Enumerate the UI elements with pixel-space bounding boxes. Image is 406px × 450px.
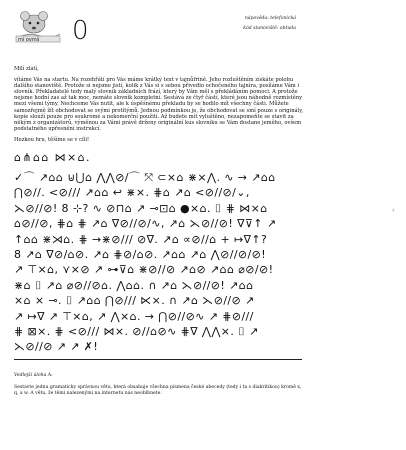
cipher-line: 8 ↗⌂ ∇⊘/⌂⊘. ↗⌂ ⋕⊘/⌂⊘. ↗⌂⌂ ↗⌂ ⋀⊘//⊘/⊘!	[14, 248, 267, 262]
cipher-line: ⋕ ⊠⨯. ⋕ <⊘/// ⋈⨯. ⊘//⌂⊘∿ ⋕∇ ⋀⋀⨯. ⌷ ↗	[14, 325, 259, 339]
greeting: Milí zlatí,	[14, 66, 39, 72]
cipher-line: ✓⌒ ↗⌂⌂ ⊍⋃⌂ ⋀⋀⊘/⌒ ⤧ ⊂⨯⌂ ⋇⨯⋀. ∿ → ↗⌂⌂	[14, 171, 276, 184]
hint-station-code: kód stanoviště: obtuda	[243, 26, 296, 31]
side-task-text: Sestavte jednu gramaticky správnou větu, která obsahuje všechna písmena české abecedy (tedy i ta s diakritikou) kromě x, q, a w. A větu, že těmi nalezenými na internetu nás neoblbnete.	[14, 385, 302, 397]
cipher-line: ⋋⊘//⊘ ↗ ↗ ✗!	[14, 340, 99, 354]
footer-divider	[14, 359, 302, 360]
side-task-title: Vedlejší úloha A:	[14, 373, 53, 378]
hint-block	[243, 14, 296, 34]
logo-number: 0	[72, 16, 89, 46]
cipher-line: ⨯⌂ ⨯ ⊸. ⌷ ↗⌂⌂ ⋂⊘/// ⋉⨯. ∩ ↗⌂ ⋋⊘//⊘ ↗	[14, 294, 255, 308]
closing-line: Hezkou hru, těšíme se v cíli!	[14, 136, 90, 143]
svg-text:mi ovmš: mi ovmš	[18, 37, 40, 43]
hint-phone: nápověda: telefonická	[244, 16, 296, 21]
cipher-line: ⋇⌂ ⌷ ↗⌂ ⌀⊘//⊘⌂. ⋀⌂⌂. ∩ ↗⌂ ⋋⊘//⊘! ↗⌂⌂	[14, 278, 254, 292]
cipher-line: ⋂⊘//. <⊘/// ↗⌂⌂ ↩ ⋇⨯. ⋕⌂ ↗⌂ <⊘//⊘/⌄,	[14, 186, 250, 200]
side-task	[14, 373, 304, 398]
cipher-line: ↑⌂⌂ ⋇⋊⌂. ⋕ →⋇⊘/// ⊘∇. ↗⌂ ∝⊘//⌂ + ↦∇↑?	[14, 232, 268, 246]
mouse-logo-icon	[14, 10, 66, 44]
margin-mark: ›	[392, 207, 395, 214]
instructions	[14, 66, 304, 148]
cipher-text	[14, 170, 306, 355]
cipher-line: ↗ ↦∇ ↗ ⊤⨯⌂, ↗ ⋀⨯⌂. → ⋂⊘//⊘∿ ↗ ⋕⊘///	[14, 309, 254, 323]
instructions-paragraph: vítáme Vás na startu. Na rozehřátí pro Vás máme krátký text v tajnůfrině. Jeho rozluštěním získáte polohu dalšího stanoviště. Protože si nejsme jistí, kolik z Vás si s sebou přivedlo ochočeného tajníra, posíláme Vám i slovník. Překladatelé tedy malý slovník základních frází, který by Vám měl s překládáním pomoci. A protože nejsme hodní zas až tak moc, nemáte slovník kompletní. Sestává ze čtyř částí, které jsou náhodně rozmístěny mezi všemi týmy. Nechceme Vás nutit, ale k úspěšnému překladu by se hodilo mít všechny části. Můžete samozřejmě žít obchodovat se svými protítýmů. Jednou podmínkou je, že obchodovat se smí pouze s originály, kopie slouží pouze pro soukromé a nekomerční použití. Až budete mít vyluštěno, nezapomeňte se stavit za někým z organizátorů, výměnou za Vámi právě drženy originální kus slovníku se Vám dostane jeměho, ovšem podstatného upřesnění instrukcí.	[14, 77, 304, 132]
cipher-line: ↗ ⊤⨯⌂, ⋎⨯⊘ ↗ ⊶⊽⌂ ⋇⊘//⊘ ↗⌂⊘ ↗⌂⌂ ⌀⊘/⊘!	[14, 263, 274, 277]
logo	[14, 10, 89, 44]
cipher-line: ⌂⊘//⊘, ⋕⌂ ⋕ ↗⌂ ∇⊘//⊘/∿, ↗⌂ ⋋⊘//⊘! ∇⊽↑ ↗	[14, 217, 277, 231]
cipher-line: ⋋⊘//⊘! 8 ⊹? ∿ ⊘⊓⌂ ↗ ⊸⊡⌂ ●⨯⌂. ⌷ ⋕ ⋈⨯⌂	[14, 201, 268, 215]
cipher-title: ⌂⋔⌂⌂ ⋈⨯⌂.	[14, 151, 91, 164]
